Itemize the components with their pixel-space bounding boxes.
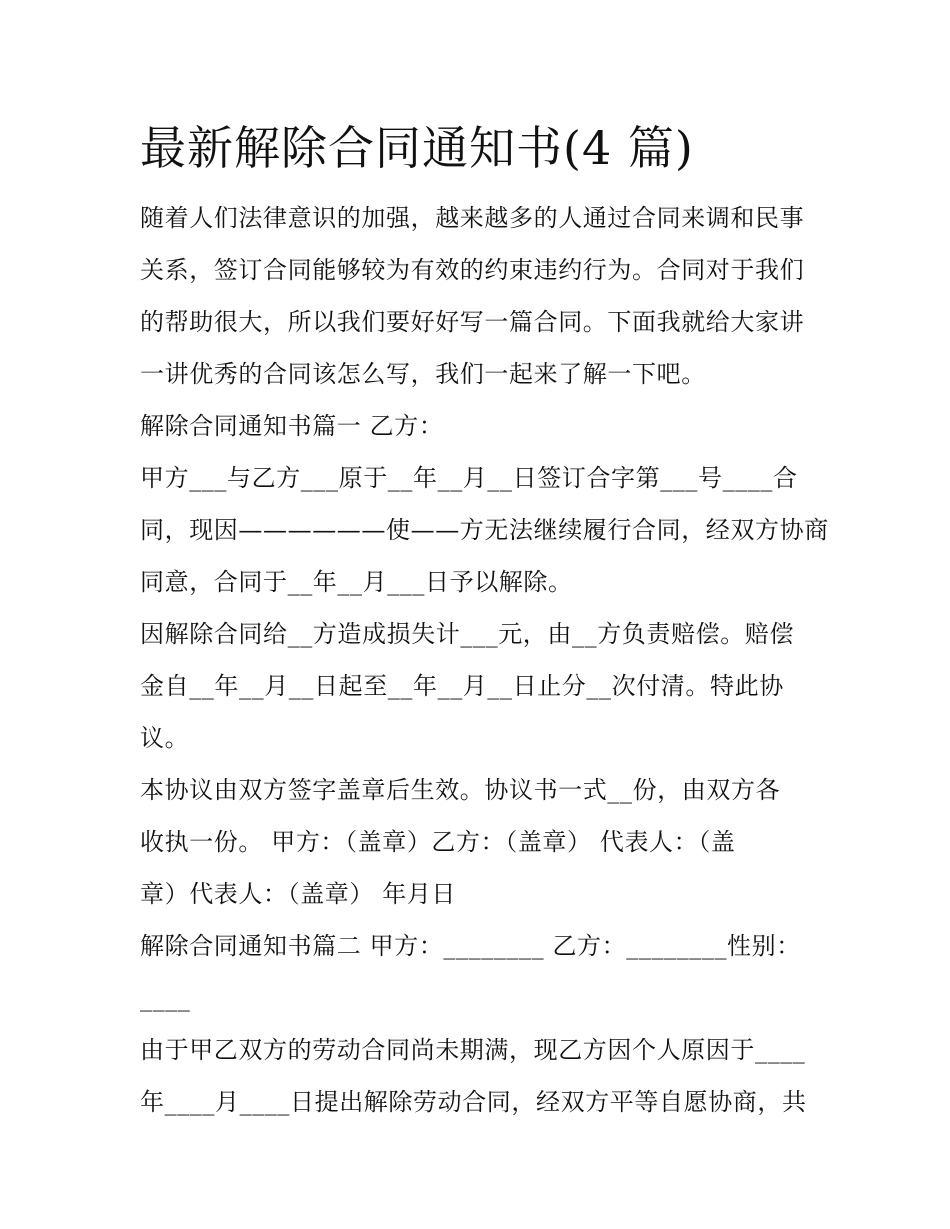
paragraph-line: ____	[140, 984, 191, 1012]
paragraph-line: 收执一份。 甲方：（盖章）乙方：（盖章） 代表人：（盖	[140, 828, 736, 856]
paragraph-line: 由于甲乙双方的劳动合同尚未期满，现乙方因个人原因于____	[140, 1036, 806, 1064]
paragraph-line: 金自__年__月__日起至__年__月__日止分__次付清。特此协	[140, 672, 784, 700]
section-heading: 解除合同通知书篇一 乙方：	[140, 412, 444, 440]
paragraph-line: 年____月____日提出解除劳动合同，经双方平等自愿协商，共	[140, 1088, 807, 1116]
paragraph-line: 同意，合同于__年__月___日予以解除。	[140, 568, 573, 596]
paragraph-line: 同，现因——————使——方无法继续履行合同，经双方协商	[140, 516, 829, 544]
section-heading: 解除合同通知书篇二 甲方：________ 乙方：________性别：	[140, 932, 801, 960]
paragraph-line: 议。	[140, 724, 190, 752]
paragraph-line: 随着人们法律意识的加强，越来越多的人通过合同来调和民事	[140, 204, 805, 232]
document-title: 最新解除合同通知书(4 篇)	[140, 121, 694, 175]
paragraph-line: 本协议由双方签字盖章后生效。协议书一式__份，由双方各	[140, 776, 781, 804]
paragraph-line: 一讲优秀的合同该怎么写，我们一起来了解一下吧。	[140, 360, 706, 388]
paragraph-line: 关系，签订合同能够较为有效的约束违约行为。合同对于我们	[140, 256, 805, 284]
paragraph-line: 章）代表人：（盖章） 年月日	[140, 880, 457, 908]
paragraph-line: 的帮助很大，所以我们要好好写一篇合同。下面我就给大家讲	[140, 308, 805, 336]
paragraph-line: 因解除合同给__方造成损失计___元，由__方负责赔偿。赔偿	[140, 620, 794, 648]
paragraph-line: 甲方___与乙方___原于__年__月__日签订合字第___号____合	[140, 464, 798, 492]
